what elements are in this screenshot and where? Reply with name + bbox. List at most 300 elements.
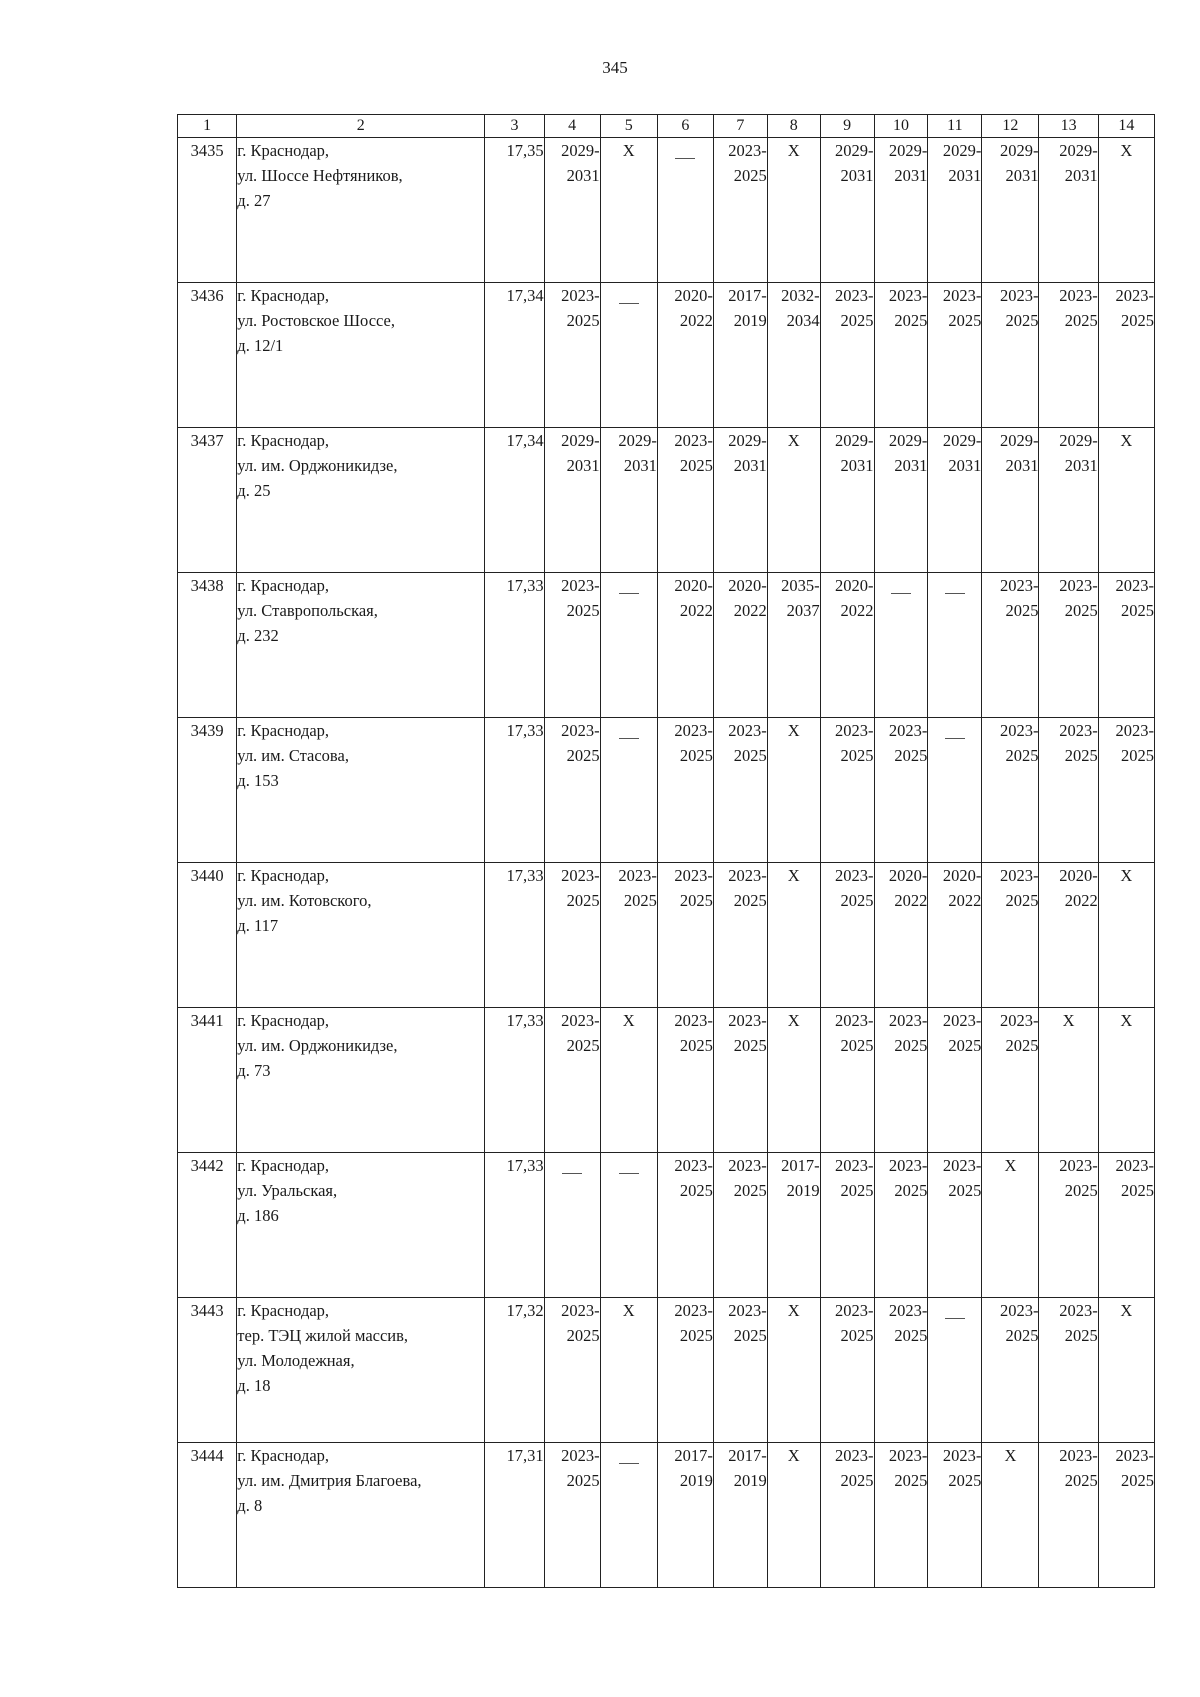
period-start: 2029- xyxy=(561,431,600,450)
period-cell xyxy=(820,283,874,428)
period-start: 2023- xyxy=(561,1446,600,1465)
period-start: 2023- xyxy=(888,286,928,305)
x-mark: X xyxy=(600,1298,657,1443)
table-row xyxy=(178,1443,1155,1588)
table-row xyxy=(178,863,1155,1008)
period-start: 2023- xyxy=(1059,1301,1098,1320)
period-end: 2025 xyxy=(1005,891,1039,910)
period-end: 2025 xyxy=(566,746,600,765)
period-start: 2023- xyxy=(728,1011,767,1030)
table-row xyxy=(178,1298,1155,1443)
period-start: 2023- xyxy=(1059,721,1098,740)
address-line: г. Краснодар, xyxy=(237,286,330,305)
period-cell xyxy=(713,863,767,1008)
period-cell xyxy=(820,1443,874,1588)
row-number: 3442 xyxy=(178,1153,237,1298)
period-cell xyxy=(820,718,874,863)
period-end: 2025 xyxy=(623,891,657,910)
period-end: 2025 xyxy=(1064,1181,1098,1200)
area-value: 17,33 xyxy=(485,863,544,1008)
address-line: г. Краснодар, xyxy=(237,866,330,885)
period-start: 2029- xyxy=(728,431,767,450)
dash-glyph xyxy=(619,593,639,594)
period-cell xyxy=(874,283,928,428)
period-cell xyxy=(820,573,874,718)
period-cell xyxy=(874,718,928,863)
period-cell xyxy=(600,428,657,573)
period-start: 2029- xyxy=(1059,431,1098,450)
address-line: д. 117 xyxy=(237,916,279,935)
period-start: 2023- xyxy=(1059,576,1098,595)
period-start: 2023- xyxy=(888,721,928,740)
period-start: 2023- xyxy=(999,1301,1039,1320)
period-start: 2020- xyxy=(888,866,928,885)
table-body xyxy=(178,138,1155,1588)
period-end: 2031 xyxy=(840,166,874,185)
address-line: ул. им. Дмитрия Благоева, xyxy=(237,1471,422,1490)
dash-glyph xyxy=(619,303,639,304)
address-line: г. Краснодар, xyxy=(237,1156,330,1175)
period-cell xyxy=(820,428,874,573)
address-line: г. Краснодар, xyxy=(237,721,330,740)
address-line: д. 18 xyxy=(237,1376,271,1395)
x-mark: X xyxy=(600,138,657,283)
period-cell xyxy=(820,1008,874,1153)
period-cell xyxy=(982,1298,1039,1443)
period-end: 2025 xyxy=(566,891,600,910)
period-cell xyxy=(657,863,713,1008)
period-cell xyxy=(874,428,928,573)
period-cell xyxy=(928,863,982,1008)
period-end: 2025 xyxy=(894,1181,928,1200)
period-start: 2029- xyxy=(1059,141,1098,160)
address-line: г. Краснодар, xyxy=(237,576,330,595)
dash-mark xyxy=(928,1298,982,1443)
period-cell xyxy=(713,1298,767,1443)
x-mark: X xyxy=(767,1008,820,1153)
dash-mark xyxy=(600,283,657,428)
period-cell xyxy=(1098,1443,1154,1588)
x-mark: X xyxy=(982,1153,1039,1298)
period-cell xyxy=(600,863,657,1008)
period-end: 2031 xyxy=(894,456,928,475)
period-cell xyxy=(657,573,713,718)
row-number: 3436 xyxy=(178,283,237,428)
period-start: 2023- xyxy=(942,1446,982,1465)
period-cell xyxy=(1039,863,1098,1008)
address-cell xyxy=(237,138,485,283)
column-number-1: 1 xyxy=(178,115,237,138)
row-number: 3440 xyxy=(178,863,237,1008)
period-end: 2031 xyxy=(623,456,657,475)
period-end: 2025 xyxy=(894,746,928,765)
period-start: 2029- xyxy=(835,141,874,160)
address-cell xyxy=(237,1298,485,1443)
period-start: 2023- xyxy=(561,866,600,885)
address-line: д. 12/1 xyxy=(237,336,284,355)
period-start: 2029- xyxy=(618,431,657,450)
row-number: 3437 xyxy=(178,428,237,573)
period-start: 2023- xyxy=(835,1446,874,1465)
period-cell xyxy=(982,1008,1039,1153)
period-cell xyxy=(820,1153,874,1298)
area-value: 17,33 xyxy=(485,718,544,863)
column-number-6: 6 xyxy=(657,115,713,138)
column-number-3: 3 xyxy=(485,115,544,138)
period-start: 2023- xyxy=(728,1301,767,1320)
period-start: 2017- xyxy=(781,1156,820,1175)
period-start: 2020- xyxy=(835,576,874,595)
period-end: 2025 xyxy=(733,1181,767,1200)
period-cell xyxy=(544,1008,600,1153)
period-end: 2025 xyxy=(733,166,767,185)
period-cell xyxy=(1039,138,1098,283)
period-end: 2025 xyxy=(840,1036,874,1055)
column-number-2: 2 xyxy=(237,115,485,138)
period-start: 2023- xyxy=(835,1011,874,1030)
period-end: 2034 xyxy=(786,311,820,330)
address-line: ул. Шоссе Нефтяников, xyxy=(237,166,403,185)
dash-glyph xyxy=(945,593,965,594)
period-cell xyxy=(544,283,600,428)
period-start: 2023- xyxy=(728,141,767,160)
period-end: 2025 xyxy=(894,1036,928,1055)
x-mark: X xyxy=(767,1298,820,1443)
period-cell xyxy=(544,1298,600,1443)
period-cell xyxy=(1039,428,1098,573)
period-start: 2023- xyxy=(674,721,713,740)
period-start: 2017- xyxy=(728,1446,767,1465)
period-cell xyxy=(1098,283,1154,428)
period-cell xyxy=(982,863,1039,1008)
table-row xyxy=(178,573,1155,718)
period-end: 2025 xyxy=(894,1326,928,1345)
column-number-12: 12 xyxy=(982,115,1039,138)
period-end: 2025 xyxy=(840,1471,874,1490)
address-cell xyxy=(237,428,485,573)
period-cell xyxy=(544,1443,600,1588)
period-end: 2022 xyxy=(948,891,982,910)
period-cell xyxy=(1039,718,1098,863)
period-end: 2031 xyxy=(840,456,874,475)
period-start: 2023- xyxy=(942,1156,982,1175)
x-mark: X xyxy=(767,1443,820,1588)
period-end: 2025 xyxy=(1064,746,1098,765)
period-start: 2023- xyxy=(1059,1446,1098,1465)
period-start: 2023- xyxy=(728,721,767,740)
dash-mark xyxy=(544,1153,600,1298)
period-start: 2023- xyxy=(728,866,767,885)
period-start: 2023- xyxy=(888,1446,928,1465)
period-start: 2029- xyxy=(888,141,928,160)
period-cell xyxy=(767,573,820,718)
x-mark: X xyxy=(767,718,820,863)
period-start: 2023- xyxy=(999,721,1039,740)
period-end: 2031 xyxy=(1064,166,1098,185)
page-number: 345 xyxy=(602,58,628,77)
period-end: 2025 xyxy=(1121,746,1154,765)
period-start: 2023- xyxy=(618,866,657,885)
period-end: 2031 xyxy=(1005,456,1039,475)
column-number-7: 7 xyxy=(713,115,767,138)
address-line: ул. Ставропольская, xyxy=(237,601,378,620)
x-mark: X xyxy=(600,1008,657,1153)
period-start: 2023- xyxy=(835,1301,874,1320)
period-start: 2023- xyxy=(728,1156,767,1175)
period-end: 2031 xyxy=(948,456,982,475)
address-line: ул. им. Котовского, xyxy=(237,891,372,910)
period-end: 2025 xyxy=(679,1181,713,1200)
area-value: 17,33 xyxy=(485,1008,544,1153)
dash-glyph xyxy=(619,1173,639,1174)
address-line: г. Краснодар, xyxy=(237,1301,330,1320)
x-mark: X xyxy=(982,1443,1039,1588)
period-start: 2032- xyxy=(781,286,820,305)
period-end: 2025 xyxy=(894,1471,928,1490)
period-end: 2025 xyxy=(733,1036,767,1055)
period-start: 2023- xyxy=(1115,576,1154,595)
period-start: 2023- xyxy=(999,286,1039,305)
period-start: 2023- xyxy=(1115,286,1154,305)
period-end: 2025 xyxy=(679,1326,713,1345)
period-cell xyxy=(713,1443,767,1588)
period-cell xyxy=(657,428,713,573)
period-start: 2017- xyxy=(728,286,767,305)
period-cell xyxy=(874,863,928,1008)
period-cell xyxy=(982,573,1039,718)
x-mark: X xyxy=(1098,1008,1154,1153)
dash-glyph xyxy=(675,158,695,159)
address-cell xyxy=(237,718,485,863)
period-cell xyxy=(713,138,767,283)
period-end: 2025 xyxy=(1005,311,1039,330)
period-cell xyxy=(544,718,600,863)
dash-glyph xyxy=(945,738,965,739)
period-cell xyxy=(657,1443,713,1588)
period-cell xyxy=(1098,1153,1154,1298)
period-end: 2031 xyxy=(1064,456,1098,475)
address-line: г. Краснодар, xyxy=(237,431,330,450)
address-line: ул. Молодежная, xyxy=(237,1351,355,1370)
period-cell xyxy=(1098,718,1154,863)
period-cell xyxy=(874,1008,928,1153)
address-line: ул. Ростовское Шоссе, xyxy=(237,311,395,330)
period-cell xyxy=(874,138,928,283)
period-end: 2025 xyxy=(679,746,713,765)
period-end: 2025 xyxy=(679,891,713,910)
column-number-11: 11 xyxy=(928,115,982,138)
period-cell xyxy=(544,863,600,1008)
period-cell xyxy=(874,1298,928,1443)
period-start: 2035- xyxy=(781,576,820,595)
period-start: 2029- xyxy=(561,141,600,160)
period-start: 2023- xyxy=(835,1156,874,1175)
period-cell xyxy=(874,1443,928,1588)
column-number-4: 4 xyxy=(544,115,600,138)
period-cell xyxy=(657,1153,713,1298)
period-end: 2031 xyxy=(1005,166,1039,185)
address-line: ул. им. Орджоникидзе, xyxy=(237,1036,398,1055)
period-end: 2025 xyxy=(948,1036,982,1055)
period-start: 2023- xyxy=(561,1301,600,1320)
period-cell xyxy=(820,1298,874,1443)
x-mark: X xyxy=(767,863,820,1008)
area-value: 17,31 xyxy=(485,1443,544,1588)
x-mark: X xyxy=(1039,1008,1098,1153)
period-cell xyxy=(713,428,767,573)
dash-glyph xyxy=(945,1318,965,1319)
period-end: 2025 xyxy=(733,891,767,910)
period-end: 2025 xyxy=(1064,1471,1098,1490)
period-end: 2031 xyxy=(733,456,767,475)
address-line: д. 73 xyxy=(237,1061,271,1080)
period-start: 2020- xyxy=(674,286,713,305)
period-end: 2025 xyxy=(948,1471,982,1490)
period-start: 2023- xyxy=(835,721,874,740)
period-cell xyxy=(767,1153,820,1298)
period-end: 2025 xyxy=(1121,311,1154,330)
row-number: 3443 xyxy=(178,1298,237,1443)
column-number-10: 10 xyxy=(874,115,928,138)
column-number-8: 8 xyxy=(767,115,820,138)
period-start: 2023- xyxy=(999,866,1039,885)
period-start: 2023- xyxy=(561,721,600,740)
period-start: 2023- xyxy=(674,1011,713,1030)
period-start: 2023- xyxy=(942,286,982,305)
period-cell xyxy=(820,138,874,283)
period-end: 2019 xyxy=(733,311,767,330)
address-cell xyxy=(237,863,485,1008)
period-end: 2025 xyxy=(840,311,874,330)
period-start: 2023- xyxy=(1115,1156,1154,1175)
period-end: 2025 xyxy=(733,746,767,765)
period-end: 2025 xyxy=(1121,1471,1154,1490)
period-cell xyxy=(713,283,767,428)
table-row xyxy=(178,138,1155,283)
table-row xyxy=(178,1008,1155,1153)
address-line: г. Краснодар, xyxy=(237,1011,330,1030)
column-number-row xyxy=(178,115,1155,138)
period-start: 2020- xyxy=(674,576,713,595)
period-end: 2025 xyxy=(679,1036,713,1055)
period-end: 2022 xyxy=(1064,891,1098,910)
period-start: 2023- xyxy=(999,1011,1039,1030)
period-cell xyxy=(982,283,1039,428)
area-value: 17,33 xyxy=(485,1153,544,1298)
period-end: 2025 xyxy=(894,311,928,330)
period-cell xyxy=(544,138,600,283)
address-cell xyxy=(237,573,485,718)
period-start: 2029- xyxy=(999,141,1039,160)
period-cell xyxy=(544,573,600,718)
period-cell xyxy=(657,283,713,428)
period-end: 2025 xyxy=(1005,1326,1039,1345)
x-mark: X xyxy=(1098,428,1154,573)
period-start: 2020- xyxy=(1059,866,1098,885)
address-line: ул. Уральская, xyxy=(237,1181,338,1200)
period-start: 2023- xyxy=(888,1011,928,1030)
period-cell xyxy=(928,428,982,573)
dash-mark xyxy=(928,573,982,718)
period-cell xyxy=(1039,1443,1098,1588)
period-start: 2023- xyxy=(561,1011,600,1030)
row-number: 3438 xyxy=(178,573,237,718)
period-end: 2025 xyxy=(1064,1326,1098,1345)
period-start: 2029- xyxy=(942,141,982,160)
period-start: 2029- xyxy=(942,431,982,450)
dash-mark xyxy=(600,1443,657,1588)
period-cell xyxy=(1039,1298,1098,1443)
period-cell xyxy=(928,1008,982,1153)
period-end: 2025 xyxy=(1005,746,1039,765)
dash-glyph xyxy=(562,1173,582,1174)
dash-glyph xyxy=(619,1463,639,1464)
period-end: 2031 xyxy=(566,456,600,475)
period-cell xyxy=(1098,573,1154,718)
dash-mark xyxy=(600,718,657,863)
dash-glyph xyxy=(891,593,911,594)
period-end: 2019 xyxy=(679,1471,713,1490)
x-mark: X xyxy=(1098,863,1154,1008)
period-cell xyxy=(928,138,982,283)
period-end: 2025 xyxy=(566,1326,600,1345)
column-number-13: 13 xyxy=(1039,115,1098,138)
period-start: 2023- xyxy=(674,431,713,450)
period-cell xyxy=(713,573,767,718)
period-cell xyxy=(1039,283,1098,428)
row-number: 3444 xyxy=(178,1443,237,1588)
period-cell xyxy=(657,1298,713,1443)
period-start: 2023- xyxy=(999,576,1039,595)
row-number: 3441 xyxy=(178,1008,237,1153)
period-end: 2022 xyxy=(679,601,713,620)
address-line: г. Краснодар, xyxy=(237,141,330,160)
address-cell xyxy=(237,1008,485,1153)
period-end: 2022 xyxy=(894,891,928,910)
period-end: 2031 xyxy=(894,166,928,185)
period-end: 2022 xyxy=(840,601,874,620)
period-cell xyxy=(657,1008,713,1153)
period-cell xyxy=(928,1443,982,1588)
dash-mark xyxy=(657,138,713,283)
period-end: 2025 xyxy=(840,891,874,910)
address-line: д. 27 xyxy=(237,191,271,210)
dash-mark xyxy=(874,573,928,718)
dash-mark xyxy=(600,573,657,718)
period-start: 2023- xyxy=(561,286,600,305)
x-mark: X xyxy=(1098,138,1154,283)
x-mark: X xyxy=(767,428,820,573)
area-value: 17,35 xyxy=(485,138,544,283)
period-cell xyxy=(1039,573,1098,718)
x-mark: X xyxy=(767,138,820,283)
period-end: 2025 xyxy=(733,1326,767,1345)
period-start: 2023- xyxy=(674,866,713,885)
row-number: 3435 xyxy=(178,138,237,283)
period-start: 2023- xyxy=(888,1156,928,1175)
period-start: 2023- xyxy=(888,1301,928,1320)
period-cell xyxy=(928,283,982,428)
address-line: д. 153 xyxy=(237,771,279,790)
period-start: 2023- xyxy=(1059,1156,1098,1175)
address-cell xyxy=(237,1153,485,1298)
address-line: ул. им. Орджоникидзе, xyxy=(237,456,398,475)
column-number-9: 9 xyxy=(820,115,874,138)
period-end: 2025 xyxy=(1064,601,1098,620)
period-cell xyxy=(1039,1153,1098,1298)
period-end: 2019 xyxy=(786,1181,820,1200)
address-cell xyxy=(237,283,485,428)
